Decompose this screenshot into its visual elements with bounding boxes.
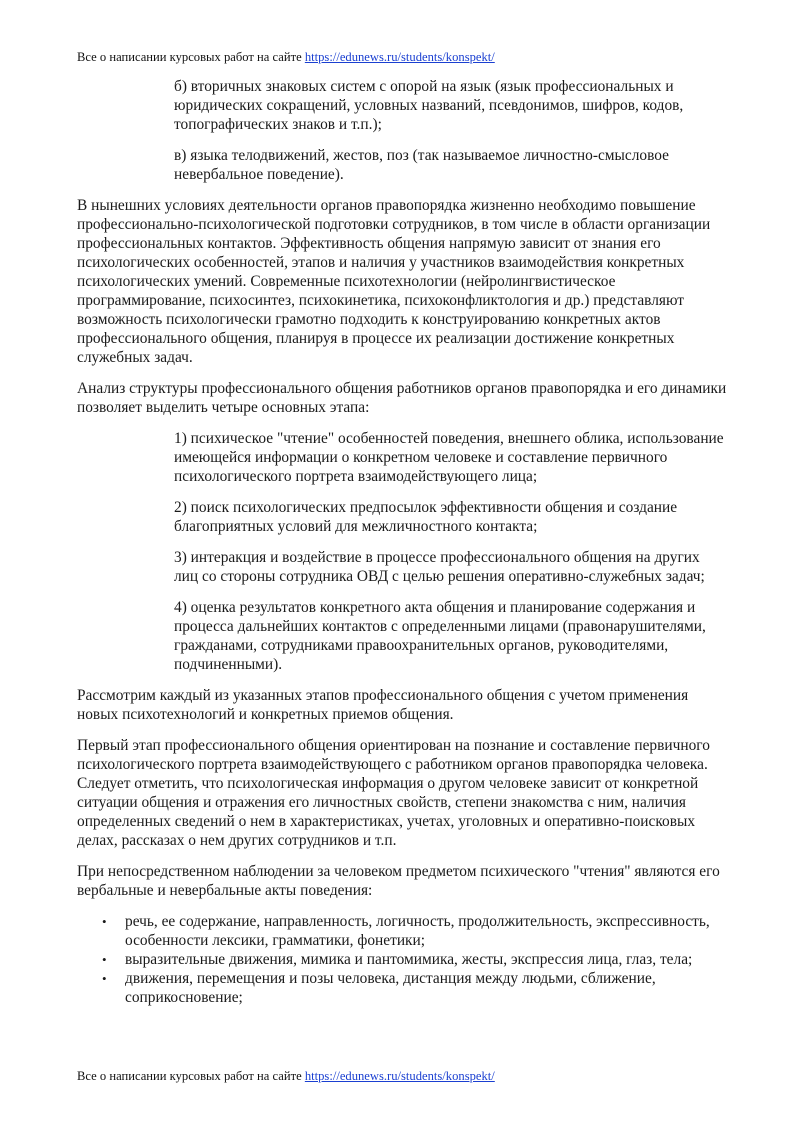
paragraph-4: Первый этап профессионального общения ориентирован на познание и составление первичного психологического портрета взаимодействующего с работником органов правопорядка человека. Следует отметить, что психологическая информация о другом человеке зависит от конкретной ситуации общения и отражения его личностных свойств, степени знакомства с ним, наличия определенных сведений о нем в характеристиках, учетах, уголовных и оперативно-поисковых делах, рассказах о нем других сотрудников и т.п. xyxy=(77,737,710,849)
footer-link[interactable]: https://edunews.ru/students/konspekt/ xyxy=(304,1069,495,1083)
stages-list xyxy=(77,429,727,674)
paragraph-3: Рассмотрим каждый из указанных этапов профессионального общения с учетом применения новых психотехнологий и конкретных приемов общения. xyxy=(77,687,689,723)
stage-item: 2) поиск психологических предпосылок эффективности общения и создание благоприятных условий для межличностного контакта; xyxy=(174,499,678,535)
page-footer xyxy=(77,1069,495,1084)
bullet-item xyxy=(77,912,727,950)
header-text: Все о написании курсовых работ на сайте xyxy=(77,50,305,64)
bullet-icon: • xyxy=(102,952,107,967)
footer-text: Все о написании курсовых работ на сайте xyxy=(77,1069,305,1083)
bullet-text: движения, перемещения и позы человека, дистанция между людьми, сближение, соприкосновение; xyxy=(125,970,656,1006)
bullet-icon: • xyxy=(102,914,107,929)
header-link[interactable]: https://edunews.ru/students/konspekt/ xyxy=(304,50,495,64)
page-header xyxy=(77,50,495,65)
paragraph-5: При непосредственном наблюдении за человеком предметом психического "чтения" являются его вербальные и невербальные акты поведения: xyxy=(77,863,720,899)
stage-item: 1) психическое "чтение" особенностей поведения, внешнего облика, использование имеющейся информации о конкретном человеке и составление первичного психологического портрета взаимодействующего лица; xyxy=(174,430,724,485)
stage-item: 3) интеракция и воздействие в процессе профессионального общения на других лиц со стороны сотрудника ОВД с целью решения оперативно-служебных задач; xyxy=(174,549,705,585)
bullet-icon: • xyxy=(102,971,107,986)
top-list xyxy=(77,77,727,184)
list-item-v: в) языка телодвижений, жестов, поз (так называемое личностно-смысловое невербальное поведение). xyxy=(174,147,669,183)
bullet-list xyxy=(77,912,727,1007)
stage-item: 4) оценка результатов конкретного акта общения и планирование содержания и процесса дальнейших контактов с определенными лицами (правонарушителями, гражданами, сотрудниками правоохранительных органов, руководителями, подчиненными). xyxy=(174,599,706,673)
paragraph-2: Анализ структуры профессионального общения работников органов правопорядка и его динамики позволяет выделить четыре основных этапа: xyxy=(77,380,727,416)
bullet-item xyxy=(77,969,727,1007)
bullet-text: выразительные движения, мимика и пантомимика, жесты, экспрессия лица, глаз, тела; xyxy=(125,951,693,968)
document-body xyxy=(77,77,727,1007)
list-item-b: б) вторичных знаковых систем с опорой на язык (язык профессиональных и юридических сокращений, условных названий, псевдонимов, шифров, кодов, топографических знаков и т.п.); xyxy=(174,78,684,133)
bullet-item xyxy=(77,950,727,969)
paragraph-1: В нынешних условиях деятельности органов правопорядка жизненно необходимо повышение профессионально-психологической подготовки сотрудников, в том числе в области организации профессиональных контактов. Эффективность общения напрямую зависит от знания его психологических особенностей, этапов и наличия у участников взаимодействия конкретных психологических умений. Современные психотехнологии (нейролингвистическое программирование, психосинтез, психокинетика, психоконфликтология и др.) представляют возможность психологически грамотно подходить к конструированию конкретных актов профессионального общения, планируя в процессе их реализации достижение конкретных служебных задач. xyxy=(77,197,711,366)
bullet-text: речь, ее содержание, направленность, логичность, продолжительность, экспрессивность, особенности лексики, грамматики, фонетики; xyxy=(125,913,710,949)
